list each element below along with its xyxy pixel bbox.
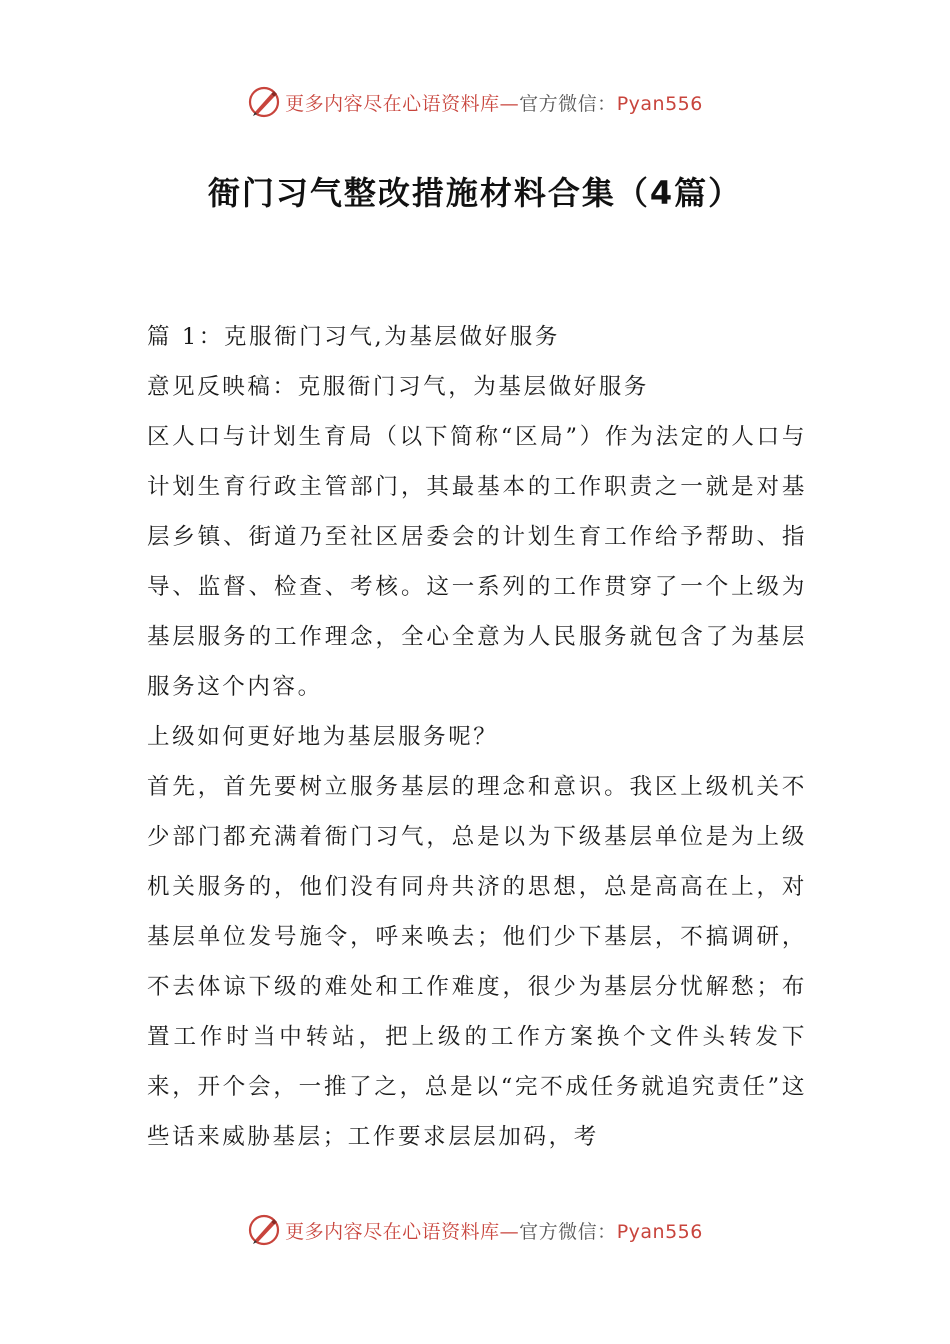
watermark-separator: — [499, 92, 520, 115]
watermark-official-label: 官方微信： [519, 92, 617, 115]
watermark-separator: — [499, 1220, 520, 1243]
body-paragraph-1: 区人口与计划生育局（以下简称“区局”）作为法定的人口与计划生育行政主管部门，其最基本的工作职责之一就是对基层乡镇、街道乃至社区居委会的计划生育工作给予帮助、指导、监督、检查、考核。这一系列的工作贯穿了一个上级为基层服务的工作理念，全心全意为人民服务就包含了为基层服务这个内容。 [147, 424, 807, 700]
section-subtitle: 意见反映稿：克服衙门习气，为基层做好服务 [147, 374, 650, 400]
watermark-main: 更多内容尽在心语资料库 [285, 1220, 500, 1243]
watermark-wechat-id: Pyan556 [616, 1220, 703, 1243]
document-body [147, 312, 807, 1162]
section-heading: 篇 1：克服衙门习气,为基层做好服务 [147, 324, 560, 350]
question-line: 上级如何更好地为基层服务呢？ [147, 724, 499, 750]
watermark-main: 更多内容尽在心语资料库 [285, 92, 500, 115]
body-paragraph-2: 首先，首先要树立服务基层的理念和意识。我区上级机关不少部门都充满着衙门习气，总是以为下级基层单位是为上级机关服务的，他们没有同舟共济的思想，总是高高在上，对基层单位发号施令，呼来唤去；他们少下基层，不搞调研，不去体谅下级的难处和工作难度，很少为基层分忧解愁；布置工作时当中转站，把上级的工作方案换个文件头转发下来，开个会，一推了之，总是以“完不成任务就追究责任”这些话来威胁基层；工作要求层层加码，考 [147, 774, 807, 1150]
pen-logo-icon [247, 1213, 281, 1247]
footer-watermark-banner [0, 1210, 950, 1250]
pen-logo-icon [247, 85, 281, 119]
watermark-text [285, 89, 703, 116]
header-watermark-banner [0, 82, 950, 122]
watermark-wechat-id: Pyan556 [616, 92, 703, 115]
watermark-official-label: 官方微信： [519, 1220, 617, 1243]
document-title: 衙门习气整改措施材料合集（4篇） [207, 174, 743, 212]
watermark-text [285, 1217, 703, 1244]
